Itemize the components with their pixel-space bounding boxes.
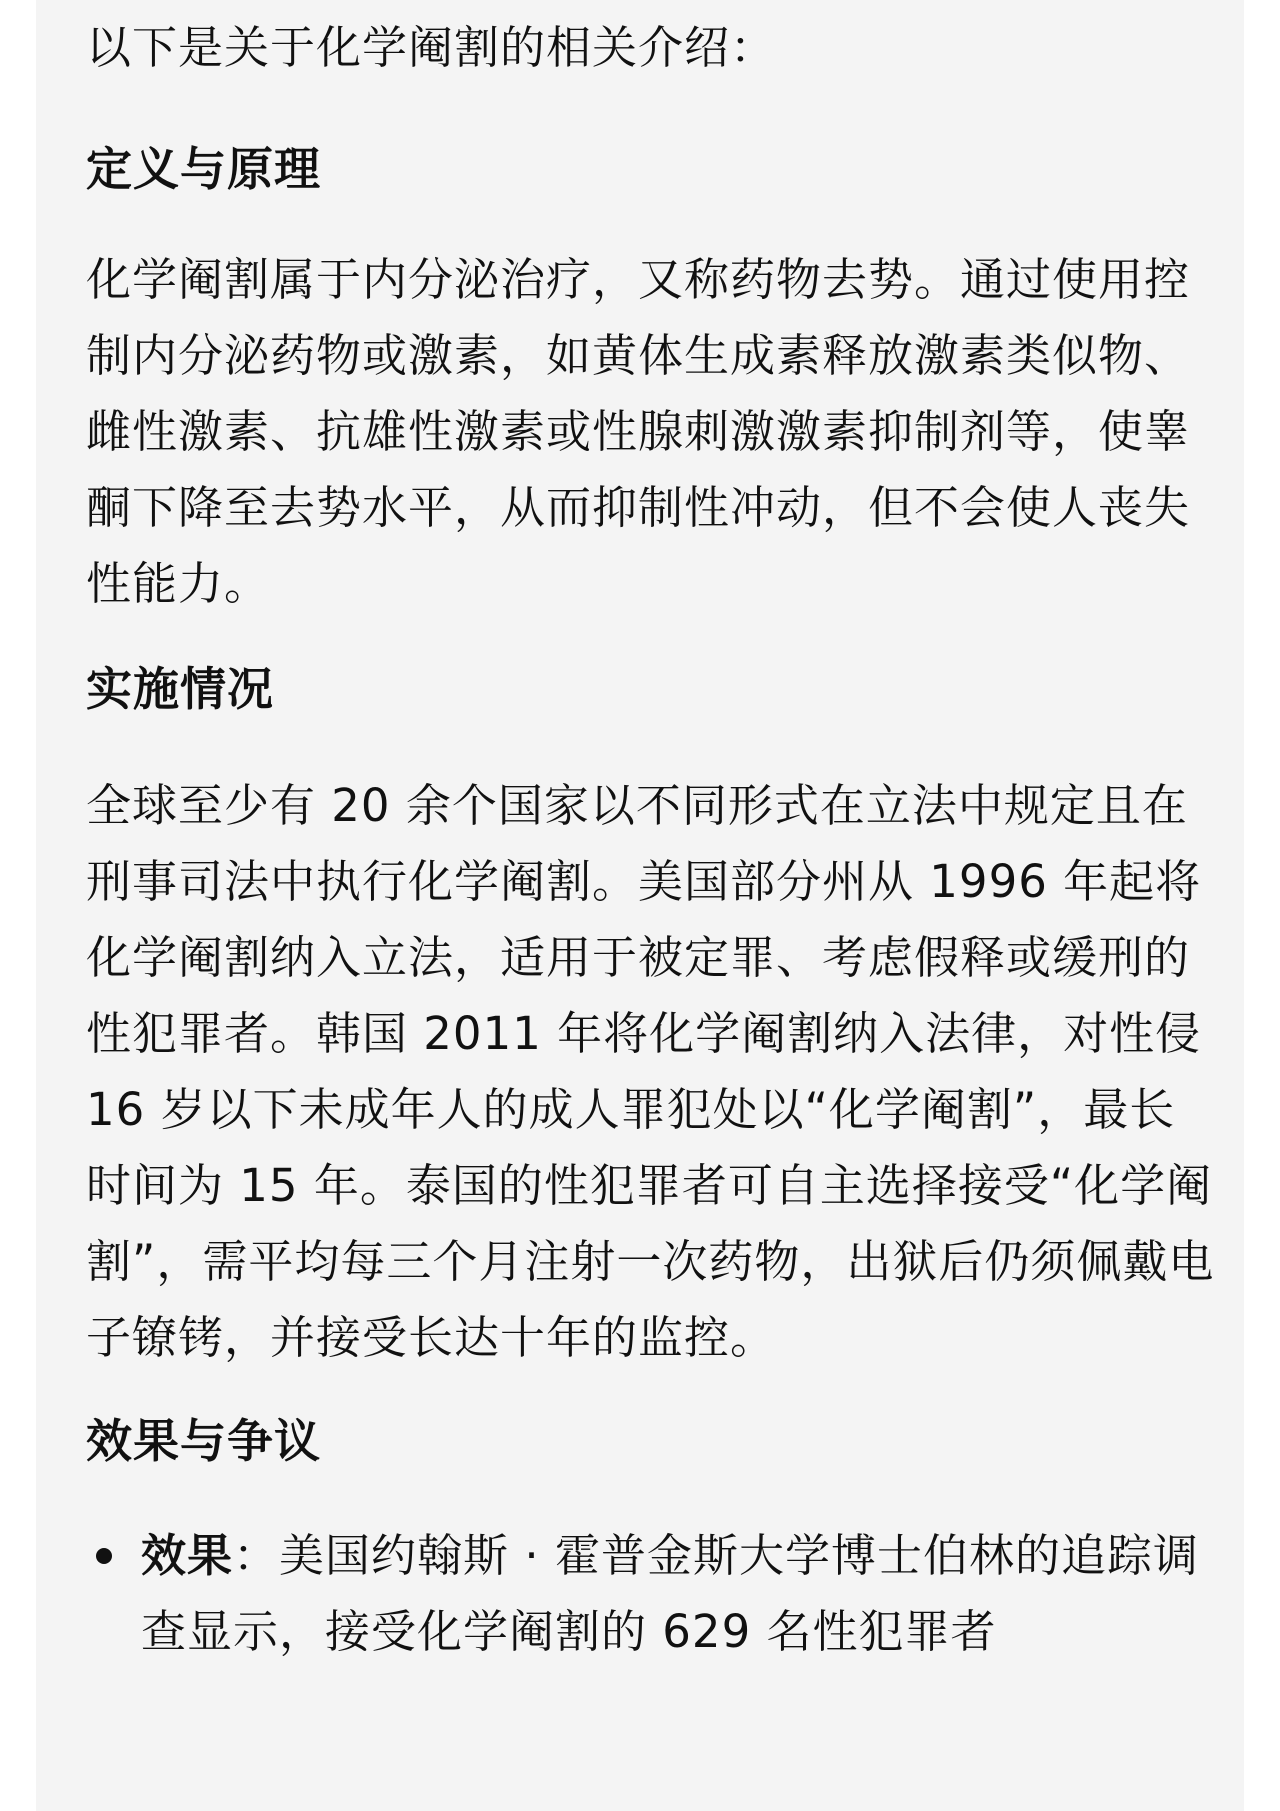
section-heading-implementation: 实施情况: [86, 662, 274, 716]
bullet-label: 效果: [141, 1529, 234, 1582]
message-content: [86, 0, 1216, 1670]
section-body-definition: 化学阉割属于内分泌治疗，又称药物去势。通过使用控制内分泌药物或激素，如黄体生成素释放激素类似物、雌性激素、抗雄性激素或性腺刺激激素抑制剂等，使睾酮下降至去势水平，从而抑制性冲动，但不会使人丧失性能力。: [86, 253, 1191, 610]
message-panel: [36, 0, 1244, 1811]
section-body-implementation: 全球至少有 20 余个国家以不同形式在立法中规定且在刑事司法中执行化学阉割。美国部分州从 1996 年起将化学阉割纳入立法，适用于被定罪、考虑假释或缓刑的性犯罪者。韩国 2011 年将化学阉割纳入法律，对性侵 16 岁以下未成年人的成人罪犯处以“化学阉割”，最长时间为 15 年。泰国的性犯罪者可自主选择接受“化学阉割”，需平均每三个月注射一次药物，出狱后仍须佩戴电子镣铐，并接受长达十年的监控。: [86, 779, 1215, 1364]
effects-bullet-list: [86, 1518, 1216, 1670]
bullet-colon: ：: [233, 1529, 280, 1582]
section-heading-effects: 效果与争议: [86, 1414, 321, 1468]
intro-text: 以下是关于化学阉割的相关介绍：: [86, 21, 777, 74]
section-heading-definition: 定义与原理: [86, 142, 321, 196]
list-item: [86, 1518, 1216, 1670]
bullet-dot-icon: [96, 1548, 112, 1564]
bullet-text: 美国约翰斯 · 霍普金斯大学博士伯林的追踪调查显示，接受化学阉割的 629 名性犯罪者: [141, 1529, 1199, 1658]
